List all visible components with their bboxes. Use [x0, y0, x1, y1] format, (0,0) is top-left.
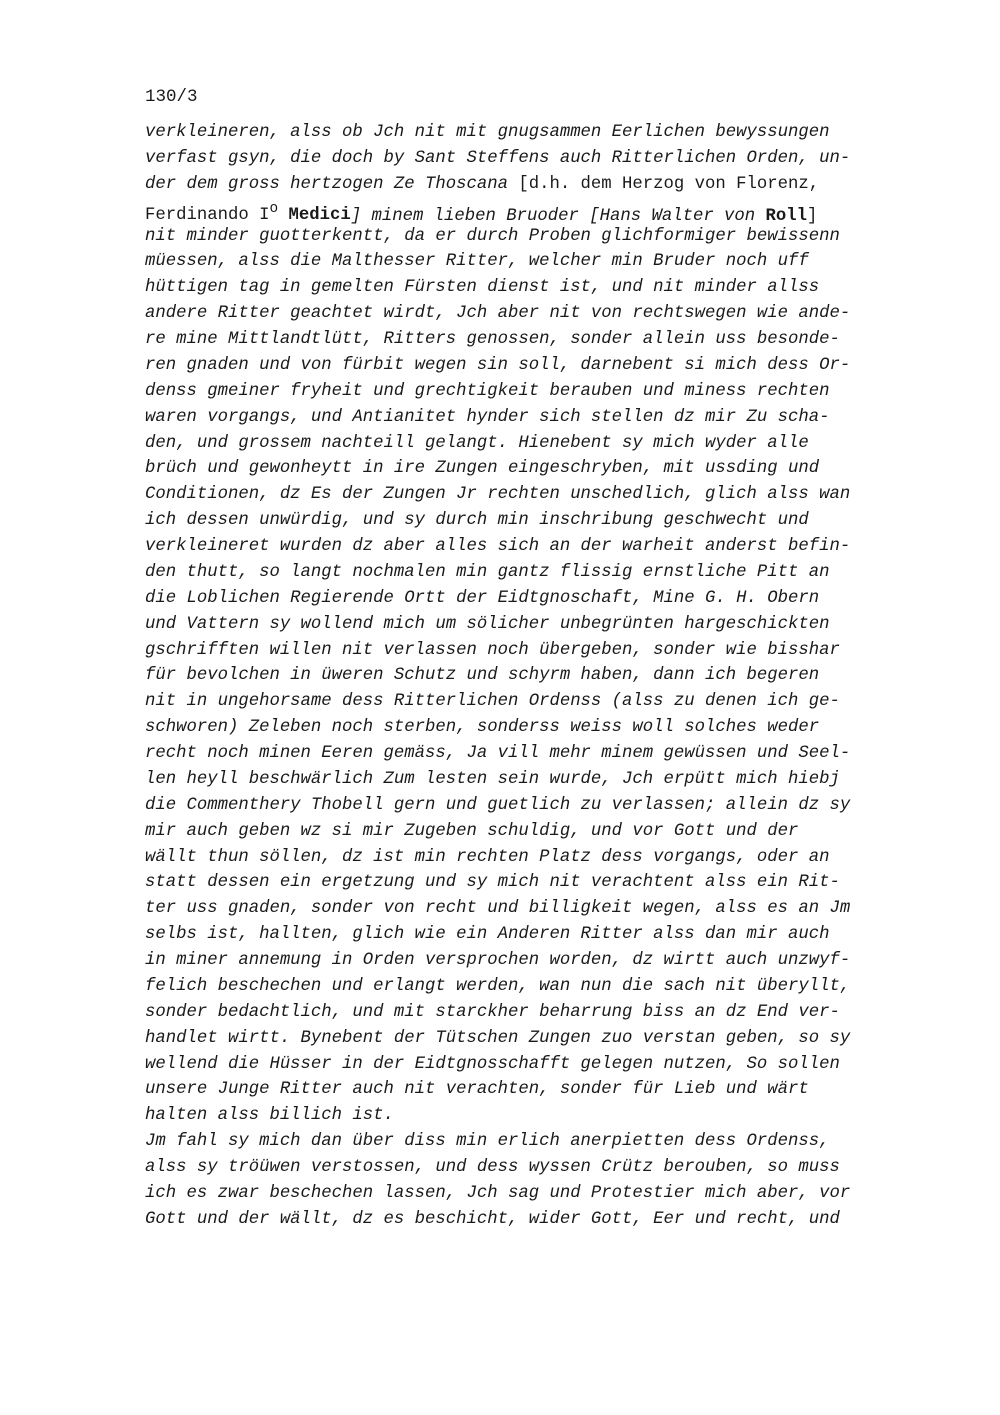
text-line: halten alss billich ist. [145, 1106, 394, 1126]
text-line: denss gmeiner fryheit und grechtigkeit berauben und miness rechten [145, 381, 830, 401]
text-line: gschrifften willen nit verlassen noch übergeben, sonder wie bisshar [145, 640, 840, 660]
text-line: recht noch minen Eeren gemäss, Ja vill mehr minem gewüssen und Seel- [145, 744, 851, 763]
text-line-with-note [145, 198, 925, 224]
text-line: die Loblichen Regierende Ortt der Eidtgnoschaft, Mine G. H. Obern [145, 588, 820, 608]
text-line: Gott und der wällt, dz es beschicht, wider Gott, Eer und recht, und [145, 1209, 840, 1229]
name-fragment: Ferdinando I [145, 206, 270, 226]
text-line: alss sy tröüwen verstossen, und dess wyssen Crütz berouben, so muss [145, 1158, 840, 1177]
text-line: ter uss gnaden, sonder von recht und billigkeit wegen, alss es an Jm [145, 899, 851, 919]
text-line: felich beschechen und erlangt werden, wan nun die sach nit überyllt, [145, 976, 851, 996]
text-line: für bevolchen in üweren Schutz und schyrm haben, dann ich begeren [145, 666, 820, 686]
text-line: den, und grossem nachteill gelangt. Hienebent sy mich wyder alle [145, 433, 809, 453]
text-line: in miner annemung in Orden versprochen worden, dz wirtt auch unzwyf- [145, 951, 851, 970]
text-line: brüch und gewonheytt in ire Zungen eingeschryben, mit ussding und [145, 459, 820, 479]
text-line: len heyll beschwärlich Zum lesten sein wurde, Jch erpütt mich hiebj [145, 769, 840, 789]
bracket-close: ] [807, 206, 818, 226]
text-line: nit minder guotterkentt, da er durch Proben glichformiger bewissenn [145, 226, 840, 246]
text-line: waren vorgangs, und Antianitet hynder sich stellen dz mir Zu scha- [145, 407, 830, 427]
text-line: sonder bedachtlich, und mit starckher beharrung biss an dz End ver- [145, 1002, 840, 1022]
text-line: schworen) Zeleben noch sterben, sonderss weiss woll solches weder [145, 718, 820, 738]
text-line: verkleineren, alss ob Jch nit mit gnugsammen Eerlichen bewyssungen [145, 123, 830, 142]
text-line: nit in ungehorsame dess Ritterlichen Ordenss (alss zu denen ich ge- [145, 692, 840, 712]
editorial-note [766, 206, 818, 225]
text-line: unsere Junge Ritter auch nit verachten, sonder für Lieb und wärt [145, 1080, 809, 1100]
text-line-with-note [145, 172, 925, 198]
text-line: mir auch geben wz si mir Zugeben schuldig, und vor Gott und der [145, 821, 799, 841]
body-text [145, 120, 925, 1233]
text-line: verkleineret wurden dz aber alles sich an der warheit anderst befin- [145, 537, 851, 556]
text-line: Conditionen, dz Es der Zungen Jr rechten unschedlich, glich alss wan [145, 485, 851, 505]
text-line: und Vattern sy wollend mich um sölicher unbegrünten hargeschickten [145, 614, 830, 634]
text-line: müessen, alss die Malthesser Ritter, welcher min Bruder noch uff [145, 252, 809, 272]
page-number: 130/3 [145, 87, 198, 107]
text-line: wellend die Hüsser in der Eidtgnosschafft gelegen nutzen, So sollen [145, 1054, 840, 1074]
text-line: Jm fahl sy mich dan über diss min erlich anerpietten dess Ordenss, [145, 1132, 830, 1152]
text-line: den thutt, so langt nochmalen min gantz flissig ernstliche Pitt an [145, 562, 830, 582]
text-line: die Commenthery Thobell gern und guetlich zu verlassen; allein dz sy [145, 795, 851, 815]
text-line: verfast gsyn, die doch by Sant Steffens auch Ritterlichen Orden, un- [145, 148, 851, 168]
family-name-medici: Medici [288, 206, 351, 226]
text-fragment: ] minem lieben Bruoder [Hans Walter von [350, 206, 766, 226]
text-line: selbs ist, hallten, glich wie ein Anderen Ritter alss dan mir auch [145, 925, 830, 945]
ordinal-superscript: o [269, 201, 279, 218]
text-line: wällt thun söllen, dz ist min rechten Platz dess vorgangs, oder an [145, 847, 830, 867]
text-line: andere Ritter geachtet wirdt, Jch aber nit von rechtswegen wie ande- [145, 304, 851, 324]
text-line: re mine Mittlandtlütt, Ritters genossen, sonder allein uss besonde- [145, 330, 840, 349]
text-fragment: der dem gross hertzogen Ze Thoscana [145, 174, 508, 194]
editorial-note: [d.h. dem Herzog von Florenz, [507, 174, 820, 194]
editorial-note [145, 201, 351, 226]
text-line: handlet wirtt. Bynebent der Tütschen Zungen zuo verstan geben, so sy [145, 1028, 851, 1048]
text-line: ich dessen unwürdig, und sy durch min inschribung geschwecht und [145, 511, 809, 531]
text-line: hüttigen tag in gemelten Fürsten dienst ist, und nit minder allss [145, 278, 820, 298]
family-name-roll: Roll [765, 206, 808, 226]
text-line: statt dessen ein ergetzung und sy mich nit verachtent alss ein Rit- [145, 873, 840, 893]
text-line: ren gnaden und von fürbit wegen sin soll, darnebent si mich dess Or- [145, 355, 851, 375]
text-line: ich es zwar beschechen lassen, Jch sag und Protestier mich aber, vor [145, 1183, 851, 1203]
